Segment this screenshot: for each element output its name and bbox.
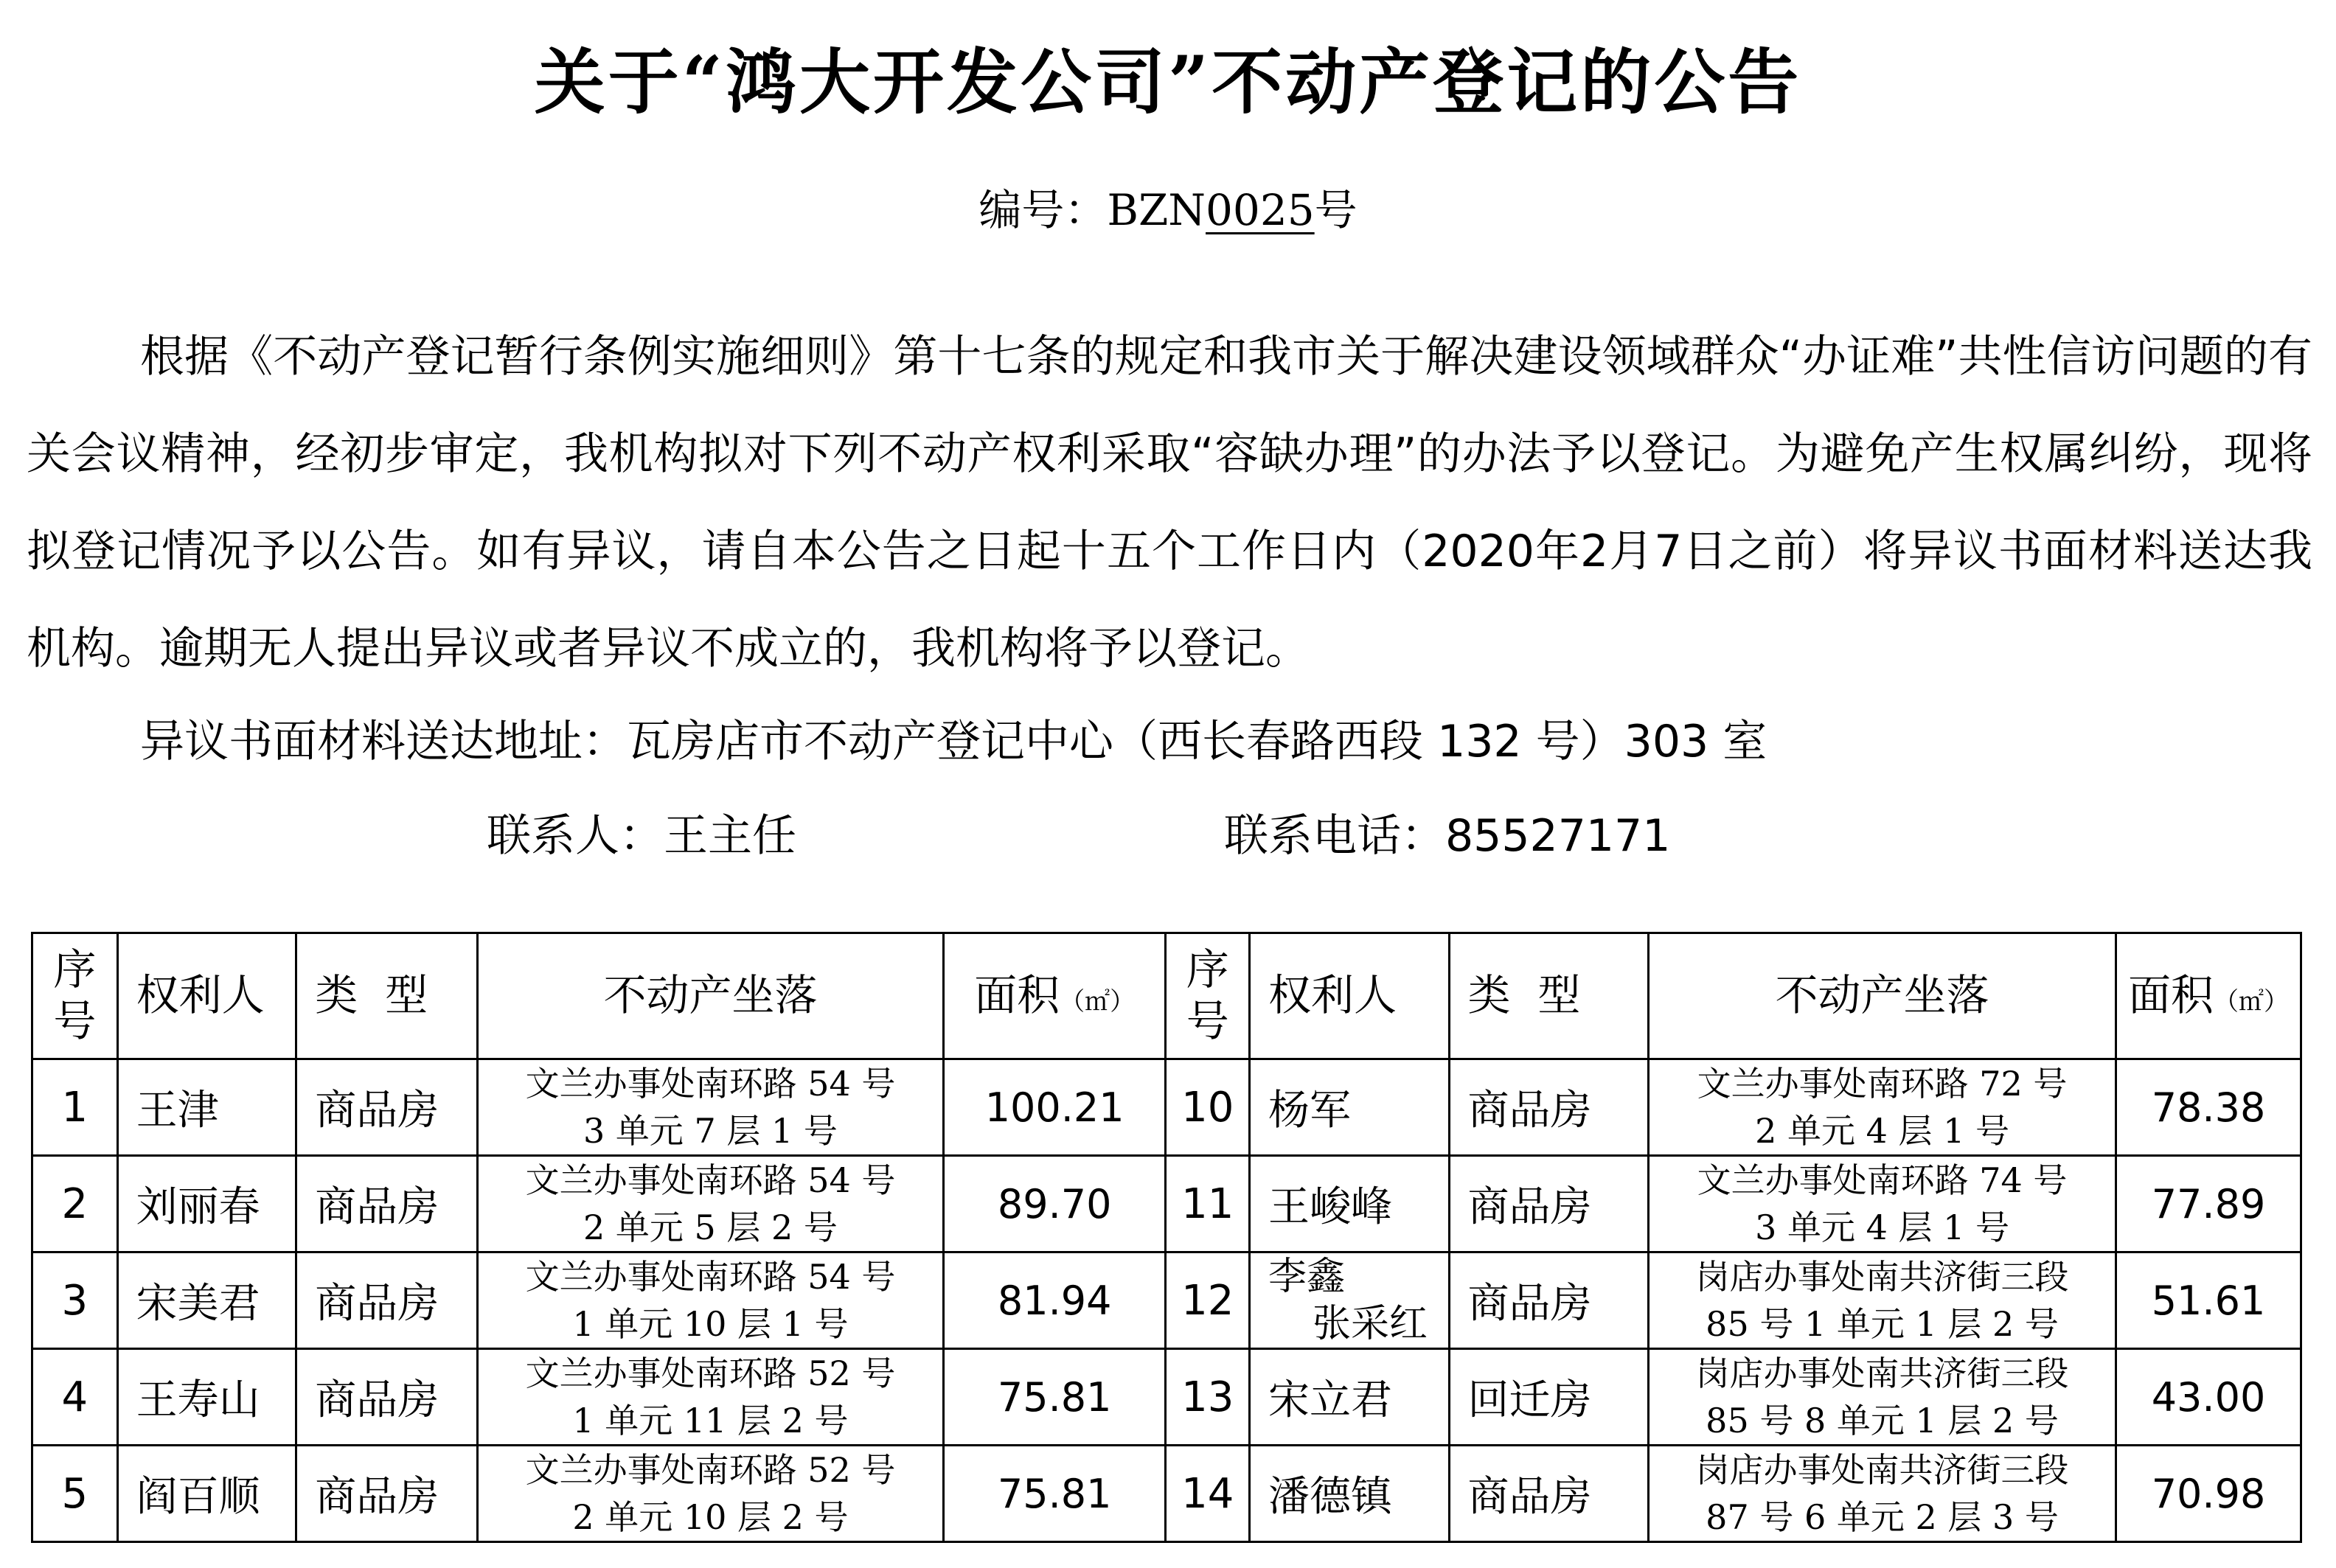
table-row: [32, 1156, 2301, 1252]
location-line-2: 2 单元 4 层 1 号: [1755, 1111, 2009, 1151]
header-seq: 序号: [1166, 933, 1250, 1059]
cell-seq: 10: [1166, 1059, 1250, 1156]
location-line-2: 1 单元 11 层 2 号: [572, 1401, 849, 1440]
location-line-2: 3 单元 7 层 1 号: [583, 1111, 838, 1151]
location-line-1: 岗店办事处南共济街三段: [1695, 1353, 2069, 1393]
cell-owner: 潘德镇: [1250, 1446, 1450, 1542]
cell-area: 81.94: [943, 1252, 1166, 1349]
table-row: [32, 1349, 2301, 1446]
location-line-1: 文兰办事处南环路 54 号: [525, 1064, 896, 1104]
location-line-1: 文兰办事处南环路 54 号: [525, 1257, 896, 1297]
cell-seq: 14: [1166, 1446, 1250, 1542]
cell-area: 43.00: [2116, 1349, 2301, 1446]
registration-table: [31, 932, 2302, 1543]
location-line-2: 2 单元 10 层 2 号: [572, 1497, 849, 1537]
location-line-2: 3 单元 4 层 1 号: [1755, 1208, 2009, 1247]
cell-owner: 宋美君: [117, 1252, 296, 1349]
cell-seq: 12: [1166, 1252, 1250, 1349]
location-line-1: 文兰办事处南环路 74 号: [1697, 1160, 2068, 1200]
notice-title: 关于“鸿大开发公司”不动产登记的公告: [534, 41, 1802, 124]
cell-area: 70.98: [2116, 1446, 2301, 1542]
cell-type: 商品房: [1449, 1252, 1649, 1349]
cell-owner: [1250, 1252, 1450, 1349]
table-header-row: [32, 933, 2301, 1059]
cell-seq: 11: [1166, 1156, 1250, 1252]
header-area-label: 面积: [2128, 970, 2214, 1021]
cell-type: 商品房: [1449, 1446, 1649, 1542]
owner-name-1: 李鑫: [1268, 1255, 1346, 1299]
cell-type: 商品房: [296, 1349, 478, 1446]
cell-area: 89.70: [943, 1156, 1166, 1252]
header-type: 类 型: [296, 933, 478, 1059]
header-owner: 权利人: [1250, 933, 1450, 1059]
cell-type: 回迁房: [1449, 1349, 1649, 1446]
location-line-1: 文兰办事处南环路 52 号: [525, 1450, 896, 1490]
cell-type: 商品房: [1449, 1059, 1649, 1156]
cell-location: [478, 1156, 944, 1252]
header-seq: 序号: [32, 933, 118, 1059]
header-owner: 权利人: [117, 933, 296, 1059]
header-location: 不动产坐落: [478, 933, 944, 1059]
doc-number-suffix: 号: [1314, 185, 1358, 235]
header-area-unit: （㎡）: [2214, 987, 2290, 1017]
table-row: [32, 1446, 2301, 1542]
doc-number-value: 0025: [1206, 185, 1315, 235]
table-row: [32, 1252, 2301, 1349]
cell-seq: 2: [32, 1156, 118, 1252]
cell-owner: 王峻峰: [1250, 1156, 1450, 1252]
header-area-label: 面积: [974, 970, 1060, 1021]
cell-location: [478, 1059, 944, 1156]
cell-area: 75.81: [943, 1446, 1166, 1542]
cell-seq: 13: [1166, 1349, 1250, 1446]
cell-owner: 阎百顺: [117, 1446, 296, 1542]
objection-address: 异议书面材料送达地址：瓦房店市不动产登记中心（西长春路西段 132 号）303 室: [140, 716, 1767, 767]
location-line-1: 文兰办事处南环路 72 号: [1697, 1064, 2068, 1104]
location-line-2: 85 号 1 单元 1 层 2 号: [1706, 1304, 2059, 1344]
cell-owner: 宋立君: [1250, 1349, 1450, 1446]
cell-owner: 王津: [117, 1059, 296, 1156]
location-line-2: 2 单元 5 层 2 号: [583, 1208, 838, 1247]
cell-owner: 刘丽春: [117, 1156, 296, 1252]
cell-area: 51.61: [2116, 1252, 2301, 1349]
contact-phone: 联系电话：85527171: [1224, 810, 1671, 862]
cell-owner: 王寿山: [117, 1349, 296, 1446]
header-area: [2116, 933, 2301, 1059]
notice-body: 根据《不动产登记暂行条例实施细则》第十七条的规定和我市关于解决建设领域群众“办证难”共性信访问题的有关会议精神，经初步审定，我机构拟对下列不动产权利采取“容缺办理”的办法予以登记。为避免产生权属纠纷，现将拟登记情况予以公告。如有异议，请自本公告之日起十五个工作日内（2020年2月7日之前）将异议书面材料送达我机构。逾期无人提出异议或者异议不成立的，我机构将予以登记。: [27, 331, 2312, 675]
cell-seq: 3: [32, 1252, 118, 1349]
cell-location: [1649, 1059, 2116, 1156]
cell-location: [1649, 1156, 2116, 1252]
cell-type: 商品房: [296, 1252, 478, 1349]
cell-type: 商品房: [296, 1059, 478, 1156]
cell-type: 商品房: [296, 1156, 478, 1252]
location-line-2: 1 单元 10 层 1 号: [572, 1304, 849, 1344]
header-area: [943, 933, 1166, 1059]
location-line-1: 文兰办事处南环路 52 号: [525, 1353, 896, 1393]
document-number: [0, 175, 2336, 237]
contact-person: 联系人：王主任: [487, 810, 796, 862]
doc-number-label: 编号：BZN: [978, 185, 1206, 235]
header-type: 类 型: [1449, 933, 1649, 1059]
location-line-1: 文兰办事处南环路 54 号: [525, 1160, 896, 1200]
cell-location: [1649, 1446, 2116, 1542]
cell-location: [478, 1446, 944, 1542]
cell-type: 商品房: [296, 1446, 478, 1542]
header-location: 不动产坐落: [1649, 933, 2116, 1059]
cell-location: [478, 1252, 944, 1349]
header-area-unit: （㎡）: [1060, 987, 1136, 1017]
cell-location: [1649, 1349, 2116, 1446]
cell-area: 100.21: [943, 1059, 1166, 1156]
cell-seq: 5: [32, 1446, 118, 1542]
location-line-1: 岗店办事处南共济街三段: [1695, 1450, 2069, 1490]
cell-area: 77.89: [2116, 1156, 2301, 1252]
cell-location: [478, 1349, 944, 1446]
location-line-1: 岗店办事处南共济街三段: [1695, 1257, 2069, 1297]
cell-area: 75.81: [943, 1349, 1166, 1446]
cell-seq: 1: [32, 1059, 118, 1156]
cell-type: 商品房: [1449, 1156, 1649, 1252]
owner-name-2: 张采红: [1313, 1302, 1428, 1346]
cell-location: [1649, 1252, 2116, 1349]
location-line-2: 85 号 8 单元 1 层 2 号: [1706, 1401, 2059, 1440]
location-line-2: 87 号 6 单元 2 层 3 号: [1706, 1497, 2059, 1537]
cell-owner: 杨军: [1250, 1059, 1450, 1156]
cell-area: 78.38: [2116, 1059, 2301, 1156]
table-row: [32, 1059, 2301, 1156]
cell-seq: 4: [32, 1349, 118, 1446]
